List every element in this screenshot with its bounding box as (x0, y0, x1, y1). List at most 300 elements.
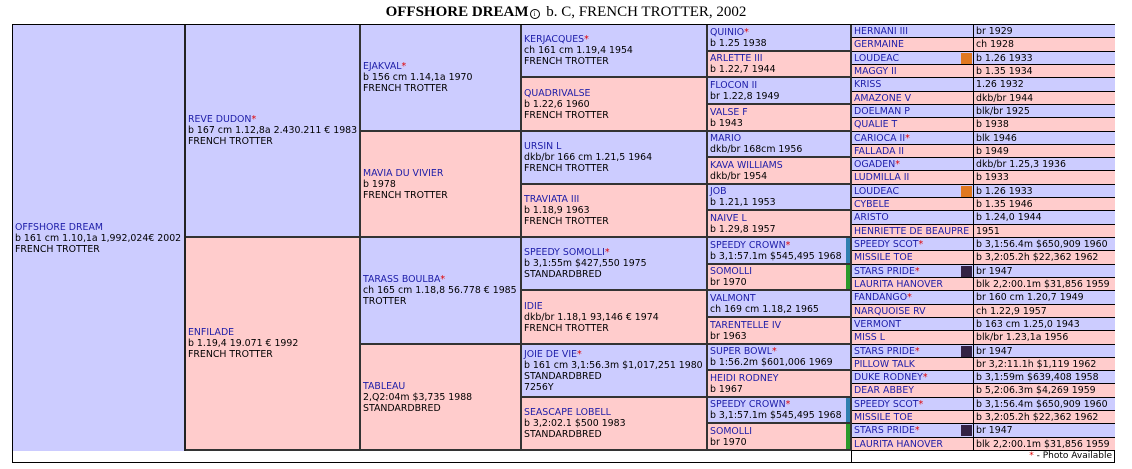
horse-info: b 1.26 1933 (976, 185, 1033, 197)
photo-star: * (584, 34, 589, 45)
cell-content (710, 78, 848, 103)
horse-link[interactable]: SOMOLLI (710, 266, 753, 277)
pedigree-cell-info (974, 424, 1115, 438)
horse-info: blk 2,2:00.1m $31,856 1959 (976, 438, 1110, 450)
pedigree-cell-info (974, 145, 1115, 158)
horse-info: b 1.26 1933 (976, 52, 1033, 64)
horse-link[interactable]: MAVIA DU VIVIER (363, 167, 444, 179)
pedigree-cell (852, 78, 974, 92)
pedigree-cell (852, 331, 974, 345)
horse-link[interactable]: ENFILADE (188, 327, 235, 338)
pedigree-cell (852, 398, 974, 411)
pedigree-cell (708, 158, 852, 185)
horse-link[interactable]: FLOCON II (710, 79, 758, 91)
horse-link[interactable]: TARENTELLE IV (710, 319, 782, 331)
name-line (524, 301, 704, 312)
color-bar (846, 398, 850, 422)
horse-info: b 161 cm 3,1:56.3m $1,017,251 1980 (524, 359, 703, 371)
horse-link[interactable]: MARIO (710, 133, 742, 144)
horse-info: b 1.25 1938 (710, 37, 767, 49)
horse-info: FRENCH TROTTER (524, 322, 609, 334)
horse-link[interactable]: EJAKVAL (363, 61, 402, 72)
name-line (710, 240, 848, 251)
name-line (854, 319, 961, 330)
horse-link[interactable]: TARASS BOULBA (363, 274, 441, 285)
cell-content (976, 132, 1113, 144)
horse-info: b 3,2:05.2h $22,362 1962 (976, 252, 1099, 263)
cell-content (854, 411, 961, 423)
color-bar (846, 265, 850, 289)
horse-info: FRENCH TROTTER (188, 136, 273, 147)
horse-link[interactable]: CYBELE (854, 198, 890, 210)
horse-info: b 3,1:57.1m $545,495 1968 (710, 250, 842, 262)
horse-info: 1951 (976, 225, 1000, 237)
horse-link[interactable]: IDIE (524, 300, 543, 312)
name-line (854, 146, 961, 157)
horse-info: blk 2,2:00.1m $31,856 1959 (976, 278, 1110, 290)
pedigree-cell-info (974, 345, 1115, 358)
horse-link[interactable]: LAURITA HANOVER (854, 278, 943, 290)
horse-link[interactable]: KRISS (854, 79, 882, 90)
horse-link[interactable]: SPEEDY SCOT (854, 238, 919, 250)
cell-content (363, 238, 518, 343)
horse-info: b 1.29,8 1957 (710, 223, 776, 235)
pedigree-cell (708, 25, 852, 52)
pedigree-cell (852, 198, 974, 211)
horse-info: 1.26 1932 (976, 79, 1024, 90)
horse-link[interactable]: JOB (710, 186, 727, 197)
photo-star: * (907, 292, 912, 303)
pedigree-cell-info (974, 238, 1115, 251)
horse-info: br 1947 (976, 345, 1013, 357)
pedigree-cell-info (974, 132, 1115, 145)
pedigree-cell (522, 398, 708, 451)
cell-content (188, 238, 357, 449)
horse-info: dkb/br 166 cm 1.21,5 1964 (524, 152, 653, 163)
pedigree-cell (852, 52, 974, 65)
name-line (854, 306, 961, 317)
pedigree-cell (522, 25, 708, 78)
name-line (524, 34, 704, 45)
horse-info: b 1938 (976, 119, 1009, 130)
horse-link[interactable]: PILLOW TALK (854, 358, 915, 370)
name-line (710, 266, 848, 277)
cell-content (976, 65, 1113, 77)
horse-link[interactable]: DEAR ABBEY (854, 385, 914, 396)
horse-link[interactable]: FALLADA II (854, 145, 904, 157)
horse-link[interactable]: LUDMILLA II (854, 172, 910, 183)
horse-info: ch 165 cm 1.18,8 56.778 € 1985 (363, 285, 517, 296)
name-line (854, 199, 961, 210)
pedigree-cell-info (974, 38, 1115, 52)
pedigree-cell (852, 424, 974, 438)
cell-content (854, 371, 961, 383)
name-line (854, 159, 961, 170)
name-line (854, 39, 961, 50)
pedigree-cell (186, 25, 361, 238)
horse-link[interactable]: SPEEDY SOMOLLI (524, 247, 605, 258)
horse-info: FRENCH TROTTER (524, 163, 609, 174)
horse-info: TROTTER (363, 296, 407, 307)
horse-info: b 1.24,0 1944 (976, 212, 1042, 223)
horse-info: dkb/br 1954 (710, 170, 768, 182)
pedigree-cell-info (974, 278, 1115, 291)
horse-details-title: b. C, FRENCH TROTTER, 2002 (542, 4, 747, 20)
cell-content (710, 371, 848, 396)
pedigree-cell-info (974, 291, 1115, 305)
cell-content (710, 52, 848, 76)
color-marker (961, 186, 972, 197)
name-line (854, 66, 961, 77)
cell-content (854, 118, 961, 131)
cell-content (854, 185, 961, 197)
horse-info: b 3,1:56.4m $650,909 1960 (976, 238, 1108, 250)
name-line (710, 53, 848, 64)
cell-content (710, 291, 848, 316)
cell-content (976, 92, 1113, 104)
name-line (854, 225, 970, 237)
pedigree-cell-info (974, 384, 1115, 398)
photo-star: * (785, 239, 791, 251)
cell-content (363, 132, 518, 236)
name-line (854, 359, 961, 370)
name-line (854, 252, 961, 263)
horse-link[interactable]: SUPER BOWL (710, 346, 773, 357)
pedigree-cell (852, 38, 974, 52)
cell-content (854, 318, 961, 330)
cell-content (710, 25, 848, 50)
name-line (854, 332, 961, 343)
name-line (854, 425, 961, 436)
pedigree-cell (708, 52, 852, 78)
cell-content (524, 345, 704, 396)
horse-link[interactable]: OFFSHORE DREAM (15, 221, 103, 233)
horse-info: b 156 cm 1.14,1a 1970 (363, 72, 473, 83)
cell-content (854, 92, 961, 104)
pedigree-cell (708, 105, 852, 132)
photo-star: * (785, 399, 791, 410)
horse-link[interactable]: HERNANI III (854, 25, 908, 37)
pedigree-cell (522, 132, 708, 185)
horse-link[interactable]: HENRIETTE DE BEAUPRE (854, 225, 970, 237)
cell-content (854, 25, 961, 37)
cell-content (854, 438, 961, 450)
horse-link[interactable]: VALSE F (710, 106, 748, 118)
horse-link[interactable]: NARQUOISE RV (854, 305, 926, 317)
name-line (188, 114, 357, 125)
pedigree-cell (852, 371, 974, 384)
cell-content (710, 265, 848, 289)
pedigree-cell (522, 185, 708, 238)
cell-content (976, 145, 1113, 157)
name-line (710, 293, 848, 304)
name-line (710, 27, 848, 38)
horse-info: dkb/br 1.18,1 93,146 € 1974 (524, 311, 659, 323)
name-line (710, 346, 848, 357)
cell-content (854, 384, 961, 397)
name-line (363, 274, 518, 285)
horse-link[interactable]: VERMONT (854, 318, 902, 330)
pedigree-cell-info (974, 265, 1115, 278)
horse-link[interactable]: QUALIE T (854, 119, 898, 130)
pedigree-cell (708, 371, 852, 398)
pedigree-cell (708, 398, 852, 424)
horse-info: b 3,1:56.4m $650,909 1960 (976, 398, 1108, 410)
horse-info: b 3,2:05.2h $22,362 1962 (976, 411, 1099, 423)
cell-content (976, 238, 1113, 250)
pedigree-footer (12, 450, 1115, 463)
cell-content (976, 171, 1113, 184)
pedigree-cell-info (974, 211, 1115, 225)
horse-link[interactable]: SOMOLLI (710, 425, 753, 437)
photo-star: * (918, 398, 924, 410)
cell-content (976, 358, 1113, 370)
name-line (710, 373, 848, 384)
pedigree-cell-info (974, 105, 1115, 118)
cell-content (854, 238, 961, 250)
cell-content (710, 238, 848, 263)
horse-link[interactable]: GERMAINE (854, 39, 904, 50)
cell-content (854, 265, 961, 277)
name-line (524, 141, 704, 152)
horse-info: dkb/br 168cm 1956 (710, 144, 803, 155)
cell-content (854, 78, 961, 91)
pedigree-cell-info (974, 198, 1115, 211)
cell-content (524, 132, 704, 183)
horse-link[interactable]: LAURITA HANOVER (854, 438, 943, 450)
horse-info: FRENCH TROTTER (524, 109, 609, 121)
horse-link[interactable]: DUKE RODNEY (854, 371, 923, 383)
cell-content (976, 251, 1113, 264)
name-line (524, 194, 704, 205)
horse-link[interactable]: LOUDEAC (854, 52, 900, 64)
cell-content (854, 278, 961, 290)
cell-content (976, 211, 1113, 224)
horse-info: b 3,1:55m $427,550 1975 (524, 258, 647, 269)
horse-info: 2,Q2:04m $3,735 1988 (363, 391, 473, 403)
name-line (524, 407, 704, 418)
horse-link[interactable]: CARIOCA II (854, 132, 906, 144)
pedigree-cell (708, 185, 852, 211)
horse-link[interactable]: TABLEAU (363, 380, 406, 392)
pedigree-cell (852, 384, 974, 398)
horse-info: dkb/br 1.25,3 1936 (976, 158, 1066, 170)
horse-info: b 3,1:57.1m $545,495 1968 (710, 410, 842, 421)
horse-link[interactable]: QUINIO (710, 26, 745, 38)
horse-link[interactable]: REVE DUDON (188, 114, 252, 125)
cell-content (363, 345, 518, 449)
horse-link[interactable]: KERJACQUES (524, 34, 585, 45)
horse-link[interactable]: OGADEN (854, 158, 896, 170)
cell-content (710, 105, 848, 130)
color-marker (961, 266, 972, 277)
horse-link[interactable]: MISS L (854, 332, 885, 343)
cell-content (976, 225, 1113, 237)
name-line (854, 279, 961, 290)
pedigree-cell (852, 345, 974, 358)
photo-star: * (914, 265, 920, 277)
photo-star: * (577, 348, 582, 360)
pedigree-cell (852, 411, 974, 424)
horse-info: b 1.19,4 19.071 € 1992 (188, 338, 299, 349)
horse-info: STANDARDBRED (524, 370, 602, 382)
legend-text: - Photo Available (1033, 451, 1112, 461)
cell-content (976, 424, 1113, 437)
horse-link[interactable]: TRAVIATA III (524, 194, 580, 205)
name-line (710, 80, 848, 91)
horse-link[interactable]: ARLETTE III (710, 53, 763, 64)
pedigree-cell-info (974, 251, 1115, 265)
cell-content (854, 398, 961, 410)
horse-info: blk 1946 (976, 132, 1017, 144)
cell-content (854, 291, 961, 304)
name-line (854, 212, 961, 223)
name-line (854, 172, 961, 183)
cell-content (976, 411, 1113, 423)
name-line (524, 349, 704, 360)
photo-legend (1029, 450, 1112, 462)
pedigree-cell (852, 171, 974, 185)
pedigree-cell (361, 25, 522, 132)
pedigree-cell (852, 65, 974, 78)
name-line (710, 133, 848, 144)
horse-link[interactable]: MAGGY II (854, 65, 897, 77)
pedigree-cell-info (974, 171, 1115, 185)
horse-link[interactable]: DOELMAN P (854, 105, 910, 117)
horse-link[interactable]: LOUDEAC (854, 185, 900, 197)
cell-content (976, 384, 1113, 397)
horse-info: b 163 cm 1.25,0 1943 (976, 318, 1080, 330)
photo-star: * (251, 114, 257, 125)
horse-link[interactable]: SPEEDY CROWN (710, 239, 786, 251)
name-line (854, 346, 961, 357)
pedigree-cell (852, 278, 974, 291)
name-line (854, 399, 961, 410)
horse-info: b 167 cm 1.12,8a 2.430.211 € 1983 (188, 125, 358, 136)
cell-content (976, 371, 1113, 383)
horse-link[interactable]: SEASCAPE LOBELL (524, 407, 611, 418)
pedigree-cell (13, 25, 186, 451)
horse-link[interactable]: AMAZONE V (854, 92, 912, 104)
horse-link[interactable]: HEIDI RODNEY (710, 372, 779, 384)
horse-info: br 1963 (710, 330, 747, 342)
cell-content (710, 318, 848, 343)
pedigree-cell (852, 118, 974, 132)
horse-link[interactable]: JOIE DE VIE (524, 348, 578, 360)
pedigree-cell (852, 211, 974, 225)
pedigree-cell-info (974, 305, 1115, 318)
horse-info: br 3,2:11.1h $1,119 1962 (976, 358, 1097, 370)
name-line (854, 133, 961, 144)
pedigree-cell (852, 92, 974, 105)
name-line (710, 426, 848, 437)
pedigree-cell (852, 225, 974, 238)
color-bar (846, 238, 850, 263)
photo-star: * (905, 132, 910, 144)
cell-content (854, 331, 961, 344)
horse-info: b 5,2:06.3m $4,269 1959 (976, 385, 1096, 396)
cell-content (976, 291, 1113, 304)
horse-link[interactable]: STARS PRIDE (854, 265, 915, 277)
pedigree-cell (852, 25, 974, 38)
horse-link[interactable]: QUADRIVALSE (524, 87, 591, 99)
horse-link[interactable]: SPEEDY CROWN (710, 399, 786, 410)
pedigree-cell (852, 145, 974, 158)
horse-info: STANDARDBRED (524, 429, 602, 440)
cell-content (854, 345, 961, 357)
horse-link[interactable]: SPEEDY SCOT (854, 398, 919, 410)
cell-content (524, 25, 704, 76)
name-line (854, 266, 961, 277)
pedigree-cell (708, 424, 852, 451)
horse-info: b 1967 (710, 383, 743, 395)
cell-content (976, 345, 1113, 357)
cell-content (976, 118, 1113, 131)
horse-link[interactable]: FANDANGO (854, 292, 908, 303)
horse-link[interactable]: NAIVE L (710, 212, 747, 224)
horse-info: blk/br 1925 (976, 105, 1030, 117)
name-line (854, 186, 961, 197)
horse-link[interactable]: KAVA WILLIAMS (710, 159, 783, 171)
horse-info: STANDARDBRED (363, 402, 441, 414)
horse-info: br 1970 (710, 277, 747, 288)
info-icon[interactable]: i (530, 9, 540, 19)
pedigree-cell (852, 251, 974, 265)
cell-content (710, 345, 848, 369)
name-line (710, 186, 848, 197)
pedigree-cell (708, 132, 852, 158)
pedigree-cell-info (974, 225, 1115, 238)
cell-content (976, 105, 1113, 117)
horse-link[interactable]: STARS PRIDE (854, 425, 915, 436)
pedigree-cell (852, 105, 974, 118)
horse-info: b 1.35 1934 (976, 65, 1033, 77)
cell-content (976, 198, 1113, 210)
horse-info: br 1970 (710, 436, 747, 448)
cell-content (710, 185, 848, 209)
name-line (854, 53, 961, 64)
pedigree-cell (361, 132, 522, 238)
cell-content (976, 25, 1113, 37)
horse-link[interactable]: ARISTO (854, 212, 889, 223)
pedigree-cell-info (974, 25, 1115, 38)
horse-link[interactable]: VALMONT (710, 292, 756, 304)
cell-content (710, 132, 848, 156)
horse-info: FRENCH TROTTER (363, 189, 448, 201)
pedigree-cell (708, 265, 852, 291)
horse-link[interactable]: URSIN L (524, 141, 562, 152)
cell-content (524, 185, 704, 236)
cell-content (854, 225, 970, 237)
cell-content (854, 251, 961, 264)
photo-star: * (922, 371, 928, 383)
pedigree-cell (522, 345, 708, 398)
horse-info: br 160 cm 1.20,7 1949 (976, 292, 1084, 303)
horse-link[interactable]: MISSILE TOE (854, 411, 913, 423)
horse-info: 7256Y (524, 381, 554, 393)
horse-info: br 1947 (976, 425, 1013, 436)
name-line (854, 93, 961, 104)
horse-link[interactable]: STARS PRIDE (854, 345, 915, 357)
pedigree-cell-info (974, 78, 1115, 92)
photo-star: * (914, 425, 920, 436)
horse-link[interactable]: MISSILE TOE (854, 252, 913, 263)
horse-info: FRENCH TROTTER (188, 349, 273, 360)
horse-info: b 161 cm 1.10,1a 1,992,024€ 2002 (15, 232, 182, 244)
name-line (854, 26, 961, 37)
pedigree-cell (852, 291, 974, 305)
pedigree-table (12, 24, 1115, 450)
